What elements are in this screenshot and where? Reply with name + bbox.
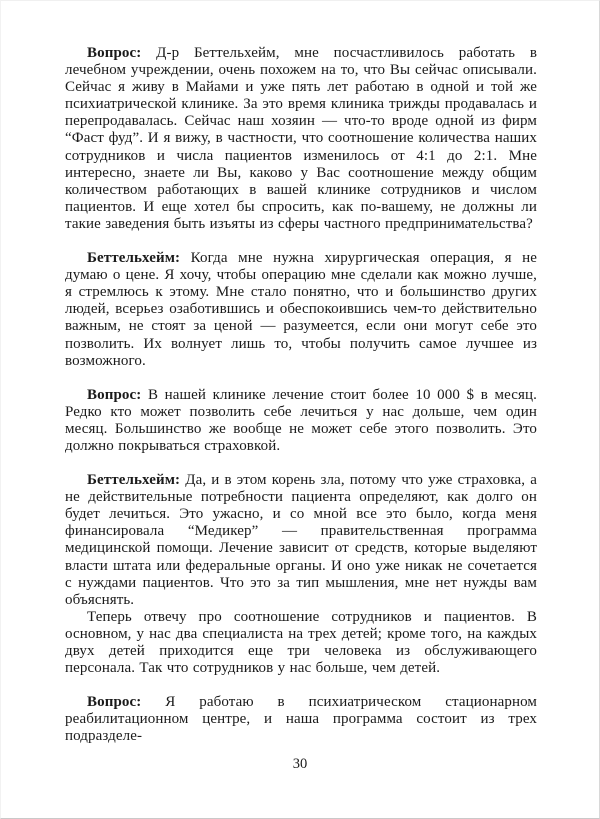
paragraph-text: Да, и в этом корень зла, потому что уже страховка, а не действительные потребности пациента определяют, как долго он будет лечиться. Это ужасно, и со мной все это было, когда меня финансировала “Медикер” — правительственная программа медицинской помощи. Лечение зависит от средств, которые выделяют власти штата или федеральные органы. И оно уже никак не сочетается с нуждами пациентов. Что это за тип мышления, мне нет нужды вам объяснять. bbox=[65, 472, 537, 608]
paragraph-question-1 bbox=[65, 45, 537, 233]
paragraph-text: Когда мне нужна хирургическая операция, я не думаю о цене. Я хочу, чтобы операцию мне сделали как можно лучше, я стремлюсь к этому. Мне стало понятно, что и большинство других людей, всерьез озаботившись и обеспокоившись чем-то действительно важным, не стоят за ценой — разумеется, если они могут себе это позволить. Их волнует лишь то, чтобы получить самое лучшее из возможного. bbox=[65, 250, 537, 369]
paragraph-text: В нашей клинике лечение стоит более 10 000 $ в месяц. Редко кто может позволить себе лечиться у нас дольше, чем один месяц. Большинство же вообще не может себе этого позволить. Это должно покрываться страховкой. bbox=[65, 386, 537, 454]
speaker-label-question: Вопрос: bbox=[87, 45, 142, 61]
paragraph-question-3 bbox=[65, 694, 537, 745]
paragraph-text: Теперь отвечу про соотношение сотрудников и пациентов. В основном, у нас два специалиста на трех детей; кроме того, на каждых двух детей приходится еще три человека из обслуживающего персонала. Так что сотрудников у нас больше, чем детей. bbox=[65, 608, 537, 677]
paragraph-answer-2-continued bbox=[65, 609, 537, 677]
text-block bbox=[65, 45, 537, 745]
speaker-label-bettelheim: Беттельхейм: bbox=[87, 472, 181, 489]
paragraph-answer-1 bbox=[65, 250, 537, 370]
speaker-label-question: Вопрос: bbox=[87, 386, 142, 403]
paragraph-question-2 bbox=[65, 387, 537, 455]
paragraph-text: Д-р Беттельхейм, мне посчастливилось работать в лечебном учреждении, очень похожем на то, что Вы сейчас описывали. Сейчас я живу в Майами и уже пять лет работаю в одной и той же психиатрической клинике. За это время клиника трижды продавалась и перепродавалась. Сейчас наш хозяин — что-то вроде одной из фирм “Фаст фуд”. И я вижу, в частности, что соотношение количества наших сотрудников и числа пациентов изменилось от 4:1 до 2:1. Мне интересно, знаете ли Вы, каково у Вас соотношение между общим количеством работающих в вашей клинике сотрудников и числом пациентов. И еще хотел бы спросить, как по-вашему, не должны ли такие заведения быть изъяты из сферы частного предпринимательства? bbox=[65, 45, 537, 232]
speaker-label-question: Вопрос: bbox=[87, 694, 142, 711]
page-number: 30 bbox=[292, 756, 308, 772]
paragraph-answer-2 bbox=[65, 472, 537, 609]
paragraph-text: Я работаю в психиатрическом стационарном реабилитационном центре, и наша программа состоит из трех подразделе- bbox=[65, 694, 537, 745]
speaker-label-bettelheim: Беттельхейм: bbox=[87, 250, 181, 267]
